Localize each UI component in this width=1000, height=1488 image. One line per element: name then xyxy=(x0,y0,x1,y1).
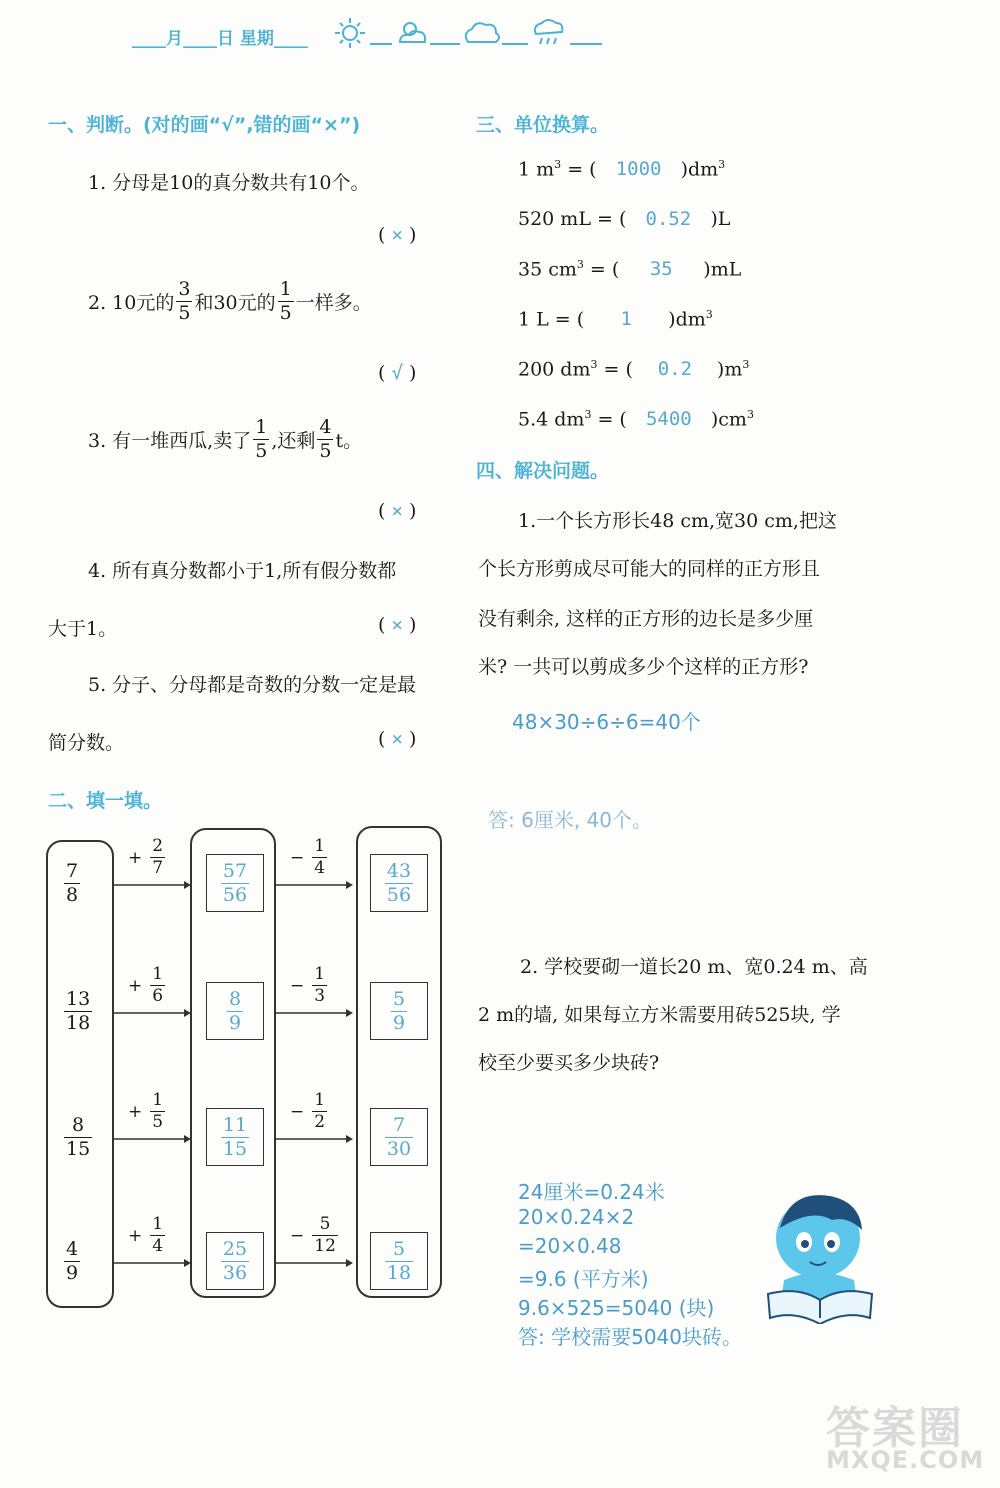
question-5-line2: 简分数。 xyxy=(48,732,125,754)
arrow-icon xyxy=(274,1134,354,1144)
conversion-answer: 1000 xyxy=(615,158,662,181)
question-5-line1: 5. 分子、分母都是奇数的分数一定是最 xyxy=(88,674,417,696)
operation-add: + $\frac{2}{7}$ xyxy=(128,836,164,878)
section4-title: 四、解决问题。 xyxy=(476,460,610,482)
fraction: $\frac{1}{3}$ xyxy=(314,964,326,1006)
fraction: $\frac{7}{30}$ xyxy=(386,1113,412,1160)
fraction: $\frac{1}{4}$ xyxy=(314,836,326,878)
arrow-icon xyxy=(112,1008,192,1018)
problem-1-line: 没有剩余, 这样的正方形的边长是多少厘 xyxy=(478,608,814,630)
problem-2-answer: 答: 学校需要5040块砖。 xyxy=(518,1325,742,1349)
problem-1-line: 米? 一共可以剪成多少个这样的正方形? xyxy=(478,656,809,678)
weather-icons xyxy=(330,16,610,50)
watermark-logo: 答案圈 xyxy=(826,1403,964,1454)
fraction: $\frac{1}{6}$ xyxy=(152,964,164,1006)
rain-icon xyxy=(535,20,563,44)
problem-2-line: 2 m的墙, 如果每立方米需要用砖525块, 学 xyxy=(478,1004,841,1026)
start-fraction xyxy=(62,862,82,905)
problem-2-work: 9.6×525=5040 (块) xyxy=(518,1296,715,1320)
fraction: $\frac{11}{15}$ xyxy=(222,1113,248,1160)
fraction: $\frac{4}{9}$ xyxy=(66,1238,79,1284)
fraction: $\frac{3}{5}$ xyxy=(178,278,191,324)
fraction: $\frac{1}{4}$ xyxy=(152,1214,164,1256)
end-answer-box xyxy=(370,1108,428,1166)
start-fraction xyxy=(62,990,94,1033)
problem-2-work: 20×0.24×2 xyxy=(518,1205,635,1229)
unit-conversion-item: 1 L = ( 1 )$dm^3$ xyxy=(518,308,713,331)
arrow-icon xyxy=(274,1258,354,1268)
answer-3: ( × ) xyxy=(378,500,417,522)
month-label: 月 xyxy=(166,29,183,49)
conversion-answer: 1 xyxy=(620,308,632,331)
operation-subtract: − $\frac{1}{3}$ xyxy=(290,964,326,1006)
problem-2-work: 24厘米=0.24米 xyxy=(518,1180,665,1204)
operation-subtract: − $\frac{1}{4}$ xyxy=(290,836,326,878)
start-column xyxy=(46,840,114,1308)
fraction: $\frac{7}{8}$ xyxy=(66,860,79,906)
fraction: $\frac{4}{5}$ xyxy=(319,416,332,462)
middle-answer-box xyxy=(206,1232,264,1290)
unit-conversion-item: 520 mL = ( 0.52 )L xyxy=(518,208,731,230)
day-label: 日 xyxy=(217,29,234,49)
section1-title: 一、判断。(对的画“√”,错的画“×”) xyxy=(48,114,361,136)
conversion-answer: 0.2 xyxy=(657,358,693,381)
operation-add: + $\frac{1}{4}$ xyxy=(128,1214,164,1256)
fraction: $\frac{2}{7}$ xyxy=(152,836,164,878)
question-4-line2: 大于1。 xyxy=(48,618,118,640)
section3-title: 三、单位换算。 xyxy=(476,114,610,136)
question-2: 2. 10元的 $\frac{3}{5}$ 和30元的 $\frac{1}{5}$ 一样多。 xyxy=(88,278,372,324)
question-3: 3. 有一堆西瓜,卖了 $\frac{1}{5}$ ,还剩 $\frac{4}{5}$ t。 xyxy=(88,416,363,462)
fraction: $\frac{5}{9}$ xyxy=(392,987,406,1034)
operation-subtract: − $\frac{5}{12}$ xyxy=(290,1214,336,1256)
watermark-url: MXQE.COM xyxy=(826,1446,985,1474)
question-4-line1: 4. 所有真分数都小于1,所有假分数都 xyxy=(88,560,397,582)
arrow-icon xyxy=(274,1008,354,1018)
problem-1-answer: 答: 6厘米, 40个。 xyxy=(488,808,652,832)
problem-2-work: =9.6 (平方米) xyxy=(518,1267,649,1291)
fraction: $\frac{8}{15}$ xyxy=(66,1114,91,1160)
section2-title: 二、填一填。 xyxy=(48,790,163,812)
fraction: $\frac{43}{56}$ xyxy=(386,859,412,906)
date-header: ____月____日 星期____ xyxy=(132,29,308,49)
end-answer-box xyxy=(370,1232,428,1290)
end-answer-box xyxy=(370,982,428,1040)
operation-subtract: − $\frac{1}{2}$ xyxy=(290,1090,326,1132)
unit-conversion-item: 5.4 $dm^3$ = ( 5400 )$cm^3$ xyxy=(518,408,754,431)
problem-2-work: =20×0.48 xyxy=(518,1234,622,1258)
answer-5: ( × ) xyxy=(378,728,417,750)
arrow-icon xyxy=(112,1134,192,1144)
operation-add: + $\frac{1}{5}$ xyxy=(128,1090,164,1132)
problem-1-line: 个长方形剪成尽可能大的同样的正方形且 xyxy=(478,558,821,580)
conversion-answer: 35 xyxy=(649,258,673,281)
cartoon-boy-reading-illustration xyxy=(760,1188,880,1324)
partly-cloudy-icon xyxy=(400,23,425,42)
arrow-icon xyxy=(274,880,354,890)
fraction: $\frac{5}{18}$ xyxy=(386,1237,412,1284)
answer-4: ( × ) xyxy=(378,614,417,636)
answer-2: ( √ ) xyxy=(378,362,417,384)
fraction: $\frac{1}{5}$ xyxy=(255,416,268,462)
middle-answer-box xyxy=(206,854,264,912)
conversion-answer: 0.52 xyxy=(645,208,692,230)
middle-answer-box xyxy=(206,1108,264,1166)
sun-icon xyxy=(335,18,365,48)
fraction: $\frac{25}{36}$ xyxy=(222,1237,248,1284)
start-fraction xyxy=(62,1116,94,1159)
question-1: 1. 分母是10的真分数共有10个。 xyxy=(88,172,370,194)
problem-2-line: 校至少要买多少块砖? xyxy=(478,1052,660,1074)
arrow-icon xyxy=(112,1258,192,1268)
end-answer-box xyxy=(370,854,428,912)
problem-1-work: 48×30÷6÷6=40个 xyxy=(512,710,701,734)
operation-add: + $\frac{1}{6}$ xyxy=(128,964,164,1006)
problem-1-line: 1.一个长方形长48 cm,宽30 cm,把这 xyxy=(518,510,837,532)
answer-1: ( × ) xyxy=(378,224,417,246)
unit-conversion-item: 1 $m^3$ = ( 1000 )$dm^3$ xyxy=(518,158,726,181)
fraction: $\frac{1}{2}$ xyxy=(314,1090,326,1132)
conversion-answer: 5400 xyxy=(645,408,692,431)
weekday-label: 星期 xyxy=(239,29,274,49)
fraction: $\frac{1}{5}$ xyxy=(152,1090,164,1132)
cloud-icon xyxy=(466,23,499,42)
unit-conversion-item: 35 $cm^3$ = ( 35 )mL xyxy=(518,258,742,281)
unit-conversion-item: 200 $dm^3$ = ( 0.2 )$m^3$ xyxy=(518,358,750,381)
middle-answer-box xyxy=(206,982,264,1040)
fraction: $\frac{5}{12}$ xyxy=(314,1214,336,1256)
problem-2-line: 2. 学校要砌一道长20 m、宽0.24 m、高 xyxy=(520,956,868,978)
fraction: $\frac{57}{56}$ xyxy=(222,859,248,906)
start-fraction xyxy=(62,1240,82,1283)
fraction: $\frac{1}{5}$ xyxy=(279,278,292,324)
fraction: $\frac{13}{18}$ xyxy=(66,988,91,1034)
arrow-icon xyxy=(112,880,192,890)
fraction: $\frac{8}{9}$ xyxy=(228,987,242,1034)
